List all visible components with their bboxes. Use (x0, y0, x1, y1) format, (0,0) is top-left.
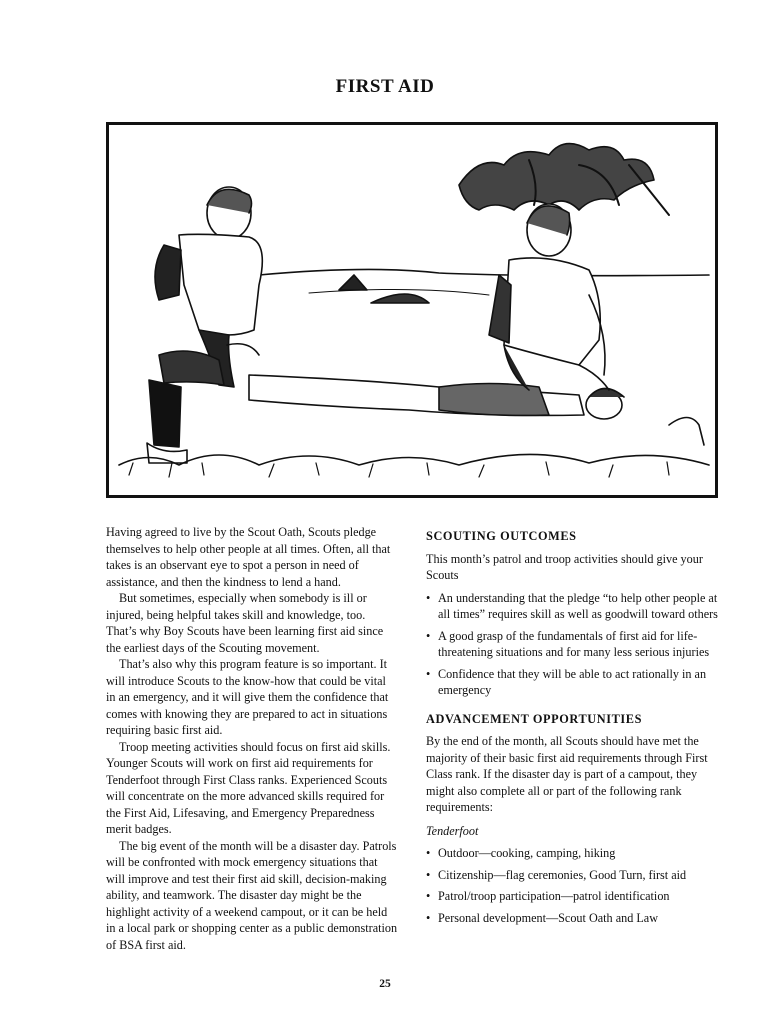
page-number: 25 (379, 978, 391, 990)
advancement-intro: By the end of the month, all Scouts should have met the majority of their basic first aid requirements through First Class rank. If the disaster day is part of a campout, they might also complete all or part of the following rank requirements: (426, 734, 708, 814)
outcomes-intro: This month’s patrol and troop activities should give your Scouts (426, 551, 703, 582)
outcomes-heading: SCOUTING OUTCOMES (426, 529, 577, 543)
list-item: • Confidence that they will be able to act rationally in an emergency (426, 666, 720, 699)
advancement-heading: ADVANCEMENT OPPORTUNITIES (426, 711, 643, 726)
body-paragraph: Troop meeting activities should focus on first aid skills. Younger Scouts will work on first aid requirements for Tenderfoot through First Class ranks. Experienced Scouts will concentrate on the more advanced skills required for the First Aid, Lifesaving, and Emergency Preparedness merit badges. (106, 739, 391, 836)
right-column (426, 524, 720, 931)
requirements-list (426, 845, 720, 926)
list-item: • Personal development—Scout Oath and Law (426, 910, 720, 927)
list-item: • Patrol/troop participation—patrol identification (426, 888, 720, 905)
body-paragraph: But sometimes, especially when somebody is ill or injured, being helpful takes skill and knowledge, too. That’s why Boy Scouts have been learning first aid since the earliest days of the Scouting movement. (106, 591, 384, 655)
list-item: • An understanding that the pledge “to help other people at all times” requires skill as well as goodwill toward others (426, 590, 720, 623)
list-item: • Outdoor—cooking, camping, hiking (426, 845, 720, 862)
rank-label: Tenderfoot (426, 823, 479, 838)
left-column (106, 524, 398, 953)
body-paragraph: The big event of the month will be a disaster day. Patrols will be confronted with mock emergency situations that will improve and test their first aid skill, decision-making ability, and teamwork. The disaster day might be the highlight activity of a weekend campout, or it can be held in a local park or shopping center as a public demonstration of BSA first aid. (106, 838, 398, 952)
outcomes-list (426, 590, 720, 699)
illustration-drawing (109, 125, 715, 495)
list-item: • Citizenship—flag ceremonies, Good Turn, first aid (426, 867, 720, 884)
scouts-first-aid-illustration (106, 122, 718, 498)
page-title: FIRST AID (335, 76, 435, 97)
list-item: • A good grasp of the fundamentals of first aid for life-threatening situations and for many less serious injuries (426, 628, 720, 661)
body-paragraph: That’s also why this program feature is so important. It will introduce Scouts to the know-how that could be vital in an emergency, and it will give them the confidence that comes with knowing they are prepared to act in situations requiring basic first aid. (106, 657, 389, 737)
intro-paragraph: Having agreed to live by the Scout Oath, Scouts pledge themselves to help other people at all times. Often, all that takes is an observant eye to spot a person in need of assistance, and then the kindness to lend a hand. (106, 525, 391, 589)
